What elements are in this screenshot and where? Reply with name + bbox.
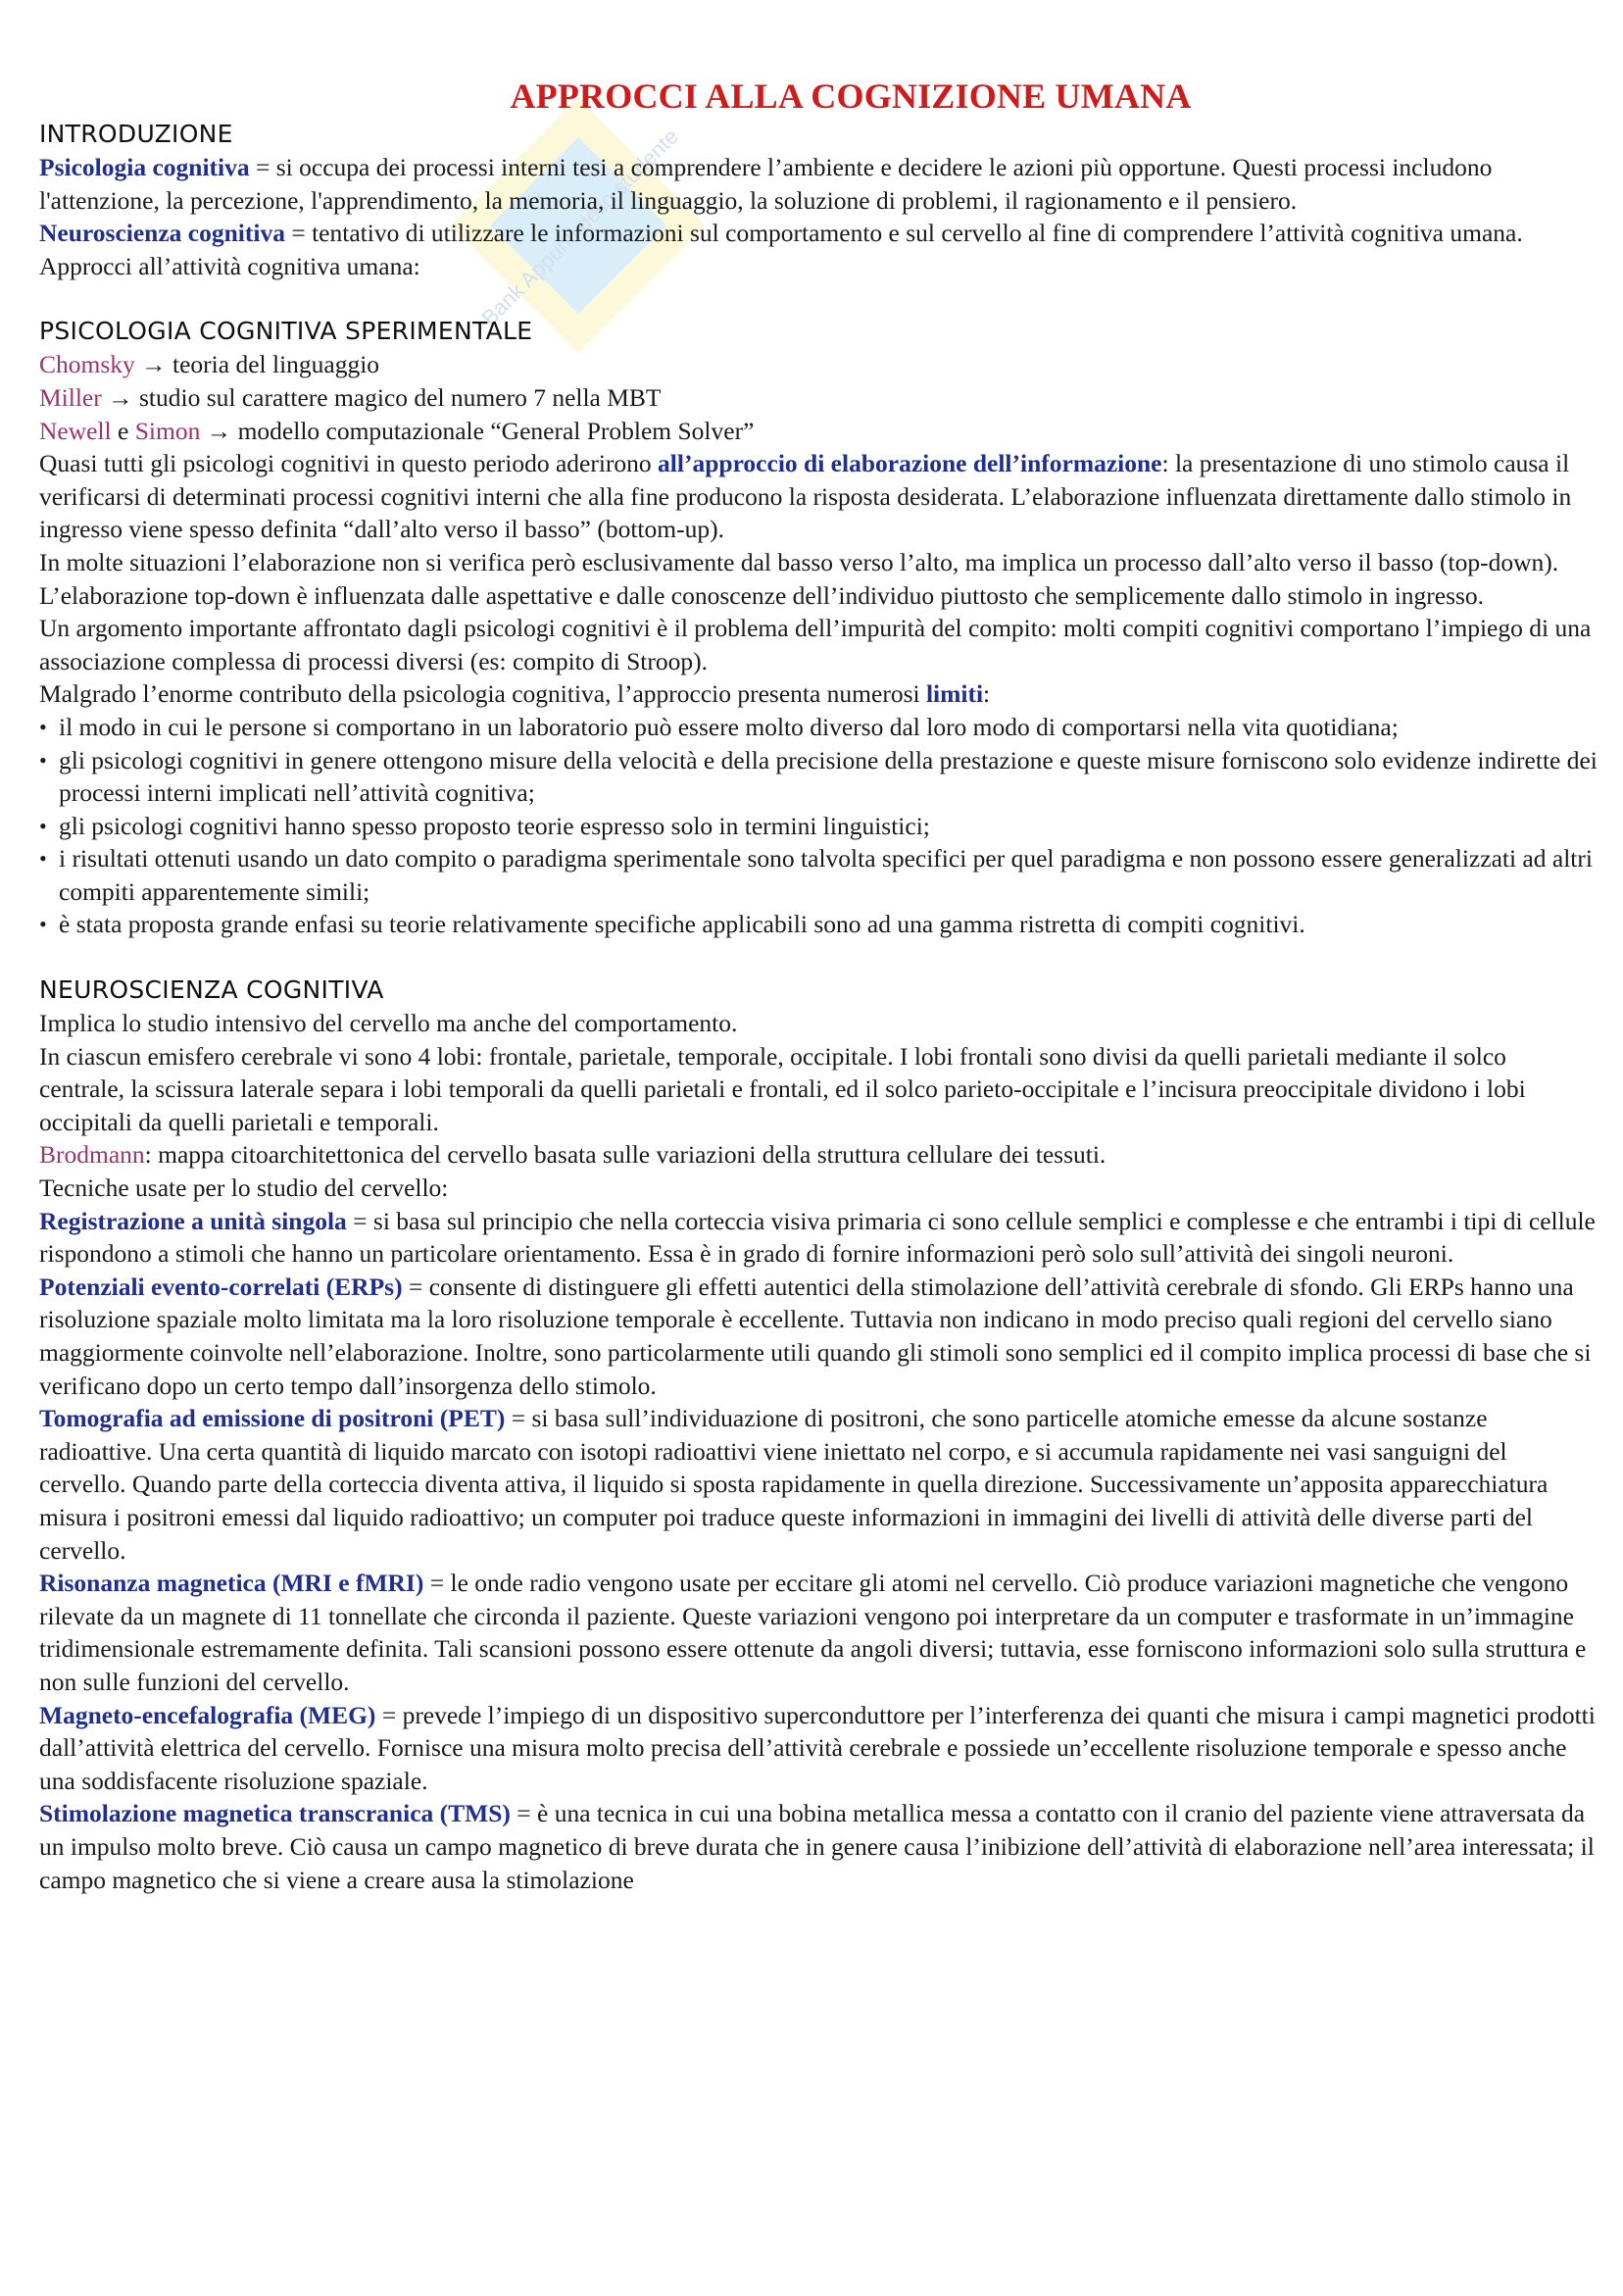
term-elaborazione-informazione: all’approccio di elaborazione dell’informazione [658, 449, 1162, 478]
paragraph-text: : [983, 679, 991, 709]
technique-unita-singola [39, 1205, 1598, 1271]
list-item [39, 711, 1598, 744]
technique-text: = si basa sul principio che nella corteccia visiva primaria ci sono cellule semplici e complesse e che entrambi i tipi di cellule rispondono a stimoli che hanno un particolare orientamento. Essa è in grado di fornire informazioni però solo sull’attività dei singoli neuroni. [39, 1206, 1596, 1269]
bullet-icon: • [39, 714, 47, 739]
paragraph-text: Quasi tutti gli psicologi cognitivi in questo periodo aderirono [39, 449, 659, 478]
technique-text: = consente di distinguere gli effetti autentici della stimolazione dell’attività cerebrale di sfondo. Gli ERPs hanno una risoluzione spaziale molto limitata ma la loro risoluzione temporale è eccellente. Tuttavia non indicano in modo preciso quali regioni del cervello siano maggiormente coinvolte nell’elaborazione. Inoltre, sono particolarmente utili quando gli stimoli sono semplici ed il compito implica processi di base che si verificano dopo un certo tempo dall’insorgenza dello stimolo. [39, 1272, 1592, 1400]
name-simon: Simon [134, 416, 201, 445]
name-miller: Miller [39, 382, 102, 412]
technique-text: = le onde radio vengono usate per eccitare gli atomi nel cervello. Ciò produce variazioni magnetiche che vengono rilevate da un magnete di 11 tonnellate che circonda il paziente. Queste variazioni vengono poi interpretare da un computer e trasformate in un’immagine tridimensionale estremamente definita. Tali scansioni possono essere ottenute da angoli diversi; tuttavia, esse forniscono informazioni solo sulla struttura e non sulle funzioni del cervello. [39, 1569, 1587, 1696]
technique-pet [39, 1402, 1598, 1567]
definition-text: = si occupa dei processi interni tesi a comprendere l’ambiente e decidere le azioni più opportune. Questi processi includono l'attenzione, la percezione, l'apprendimento, la memoria, il linguaggio, la soluzione di problemi, il ragionamento e il pensiero. [39, 153, 1493, 215]
name-brodmann: Brodmann [39, 1140, 145, 1170]
bullet-icon: • [39, 813, 47, 838]
bullet-icon: • [39, 912, 47, 937]
line-newell-simon [39, 415, 1598, 448]
line-text: → teoria del linguaggio [134, 350, 380, 379]
line-miller [39, 381, 1598, 415]
document-page [39, 75, 1598, 1896]
term-limiti: limiti [925, 679, 984, 709]
name-newell: Newell [39, 416, 112, 445]
technique-meg [39, 1699, 1598, 1798]
paragraph-psicologia-cognitiva [39, 151, 1598, 217]
section-heading-psicologia-sperimentale: PSICOLOGIA COGNITIVA SPERIMENTALE [39, 317, 533, 346]
paragraph-text: Malgrado l’enorme contributo della psicologia cognitiva, l’approccio presenta numerosi [39, 679, 926, 709]
list-item-text: gli psicologi cognitivi hanno spesso proposto teorie espresso solo in termini linguistici; [59, 811, 930, 840]
list-item [39, 842, 1598, 908]
paragraph-approcci: Approcci all’attività cognitiva umana: [39, 251, 420, 280]
technique-mri [39, 1567, 1598, 1698]
line-text: → modello computazionale “General Problem Solver” [200, 416, 755, 445]
technique-term: Potenziali evento-correlati (ERPs) [39, 1272, 403, 1301]
paragraph-elaborazione [39, 447, 1598, 546]
name-chomsky: Chomsky [39, 350, 135, 379]
list-item [39, 744, 1598, 810]
list-item-text: il modo in cui le persone si comportano in un laboratorio può essere molto diverso dal loro modo di comportarsi nella vita quotidiana; [59, 712, 1399, 741]
paragraph-studio-intensivo: Implica lo studio intensivo del cervello ma anche del comportamento. [39, 1009, 738, 1038]
technique-term: Magneto-encefalografia (MEG) [39, 1700, 376, 1729]
paragraph-brodmann [39, 1138, 1598, 1172]
technique-term: Stimolazione magnetica transcranica (TMS) [39, 1799, 511, 1828]
paragraph-lobi: In ciascun emisfero cerebrale vi sono 4 lobi: frontale, parietale, temporale, occipitale. I lobi frontali sono divisi da quelli parietali mediante il solco centrale, la scissura laterale separa i lobi temporali da quelli parietali e frontali, ed il solco parieto-occipitale e l’incisura preoccipitale dividono i lobi occipitali da quelli parietali e temporali. [39, 1041, 1526, 1136]
paragraph-tecniche: Tecniche usate per lo studio del cervello: [39, 1173, 449, 1203]
paragraph-top-down: In molte situazioni l’elaborazione non si verifica però esclusivamente dal basso verso l’alto, ma implica un processo dall’alto verso il basso (top-down). L’elaborazione top-down è influenzata dalle aspettative e dalle conoscenze dell’individuo piuttosto che semplicemente dallo stimolo in ingresso. [39, 547, 1559, 610]
list-item [39, 908, 1598, 941]
line-text: → studio sul carattere magico del numero 7 nella MBT [101, 382, 662, 412]
paragraph-neuroscienza-cognitiva [39, 217, 1598, 250]
technique-tms [39, 1797, 1598, 1896]
technique-term: Registrazione a unità singola [39, 1206, 347, 1235]
term-neuroscienza-cognitiva: Neuroscienza cognitiva [39, 219, 285, 248]
technique-term: Risonanza magnetica (MRI e fMRI) [39, 1569, 424, 1598]
section-heading-introduzione: INTRODUZIONE [39, 120, 233, 148]
paragraph-impurita: Un argomento importante affrontato dagli psicologi cognitivi è il problema dell’impurità del compito: molti compiti cognitivi comportano l’impiego di una associazione complessa di processi diversi (es: compito di Stroop). [39, 614, 1592, 675]
technique-erps [39, 1271, 1598, 1402]
technique-text: = si basa sull’individuazione di positroni, che sono particelle atomiche emesse da alcune sostanze radioattive. Una certa quantità di liquido marcato con isotopi radioattivi viene iniettato nel corpo, e si accumula rapidamente nei vasi sanguigni del cervello. Quando parte della corteccia diventa attiva, il liquido si sposta rapidamente in quella direzione. Successivamente un’apposita apparecchiatura misura i positroni emessi dal liquido radioattivo; un computer poi traduce queste informazioni in immagini dei livelli di attività delle diverse parti del cervello. [39, 1404, 1549, 1565]
paragraph-limiti [39, 677, 1598, 711]
limits-list [39, 711, 1598, 941]
page-title: APPROCCI ALLA COGNIZIONE UMANA [510, 76, 1192, 116]
technique-term: Tomografia ad emissione di positroni (PET) [39, 1404, 506, 1433]
bullet-icon: • [39, 846, 47, 872]
section-heading-neuroscienza: NEUROSCIENZA COGNITIVA [39, 975, 384, 1005]
list-item-text: gli psicologi cognitivi in genere ottengono misure della velocità e della precisione della prestazione e queste misure forniscono solo evidenze indirette dei processi interni implicati nell’attività cognitiva; [59, 745, 1598, 808]
list-item-text: i risultati ottenuti usando un dato compito o paradigma sperimentale sono talvolta specifici per quel paradigma e non possono essere generalizzati ad altri compiti apparentemente simili; [59, 844, 1593, 906]
list-item [39, 810, 1598, 843]
definition-text: = tentativo di utilizzare le informazioni sul comportamento e sul cervello al fine di comprendere l’attività cognitiva umana. [284, 219, 1523, 248]
bullet-icon: • [39, 747, 47, 773]
technique-text: = è una tecnica in cui una bobina metallica messa a contatto con il cranio del paziente viene attraversata da un impulso molto breve. Ciò causa un campo magnetico di breve durata che in genere causa l’inibizione dell’attività di elaborazione nell’area interessata; il campo magnetico che si viene a creare ausa la stimolazione [39, 1799, 1595, 1894]
list-item-text: è stata proposta grande enfasi su teorie relativamente specifiche applicabili sono ad una gamma ristretta di compiti cognitivi. [59, 910, 1305, 939]
technique-text: = prevede l’impiego di un dispositivo superconduttore per l’interferenza dei quanti che misura i campi magnetici prodotti dall’attività elettrica del cervello. Fornisce una misura molto precisa dell’attività cerebrale e possiede un’eccellente risoluzione temporale e spesso anche una soddisfacente risoluzione spaziale. [39, 1700, 1596, 1795]
line-text: e [111, 416, 135, 445]
line-chomsky [39, 348, 1598, 381]
paragraph-text: : mappa citoarchitettonica del cervello basata sulle variazioni della struttura cellulare dei tessuti. [144, 1140, 1107, 1170]
watermark-text: Bank Appunti dello studente [476, 124, 684, 331]
paragraph-text: : la presentazione di uno stimolo causa il verificarsi di determinati processi cognitivi interni che alla fine producono la risposta desiderata. L’elaborazione influenzata direttamente dallo stimolo in ingresso viene spesso definita “dall’alto verso il basso” (bottom-up). [39, 449, 1572, 544]
term-psicologia-cognitiva: Psicologia cognitiva [39, 153, 250, 181]
